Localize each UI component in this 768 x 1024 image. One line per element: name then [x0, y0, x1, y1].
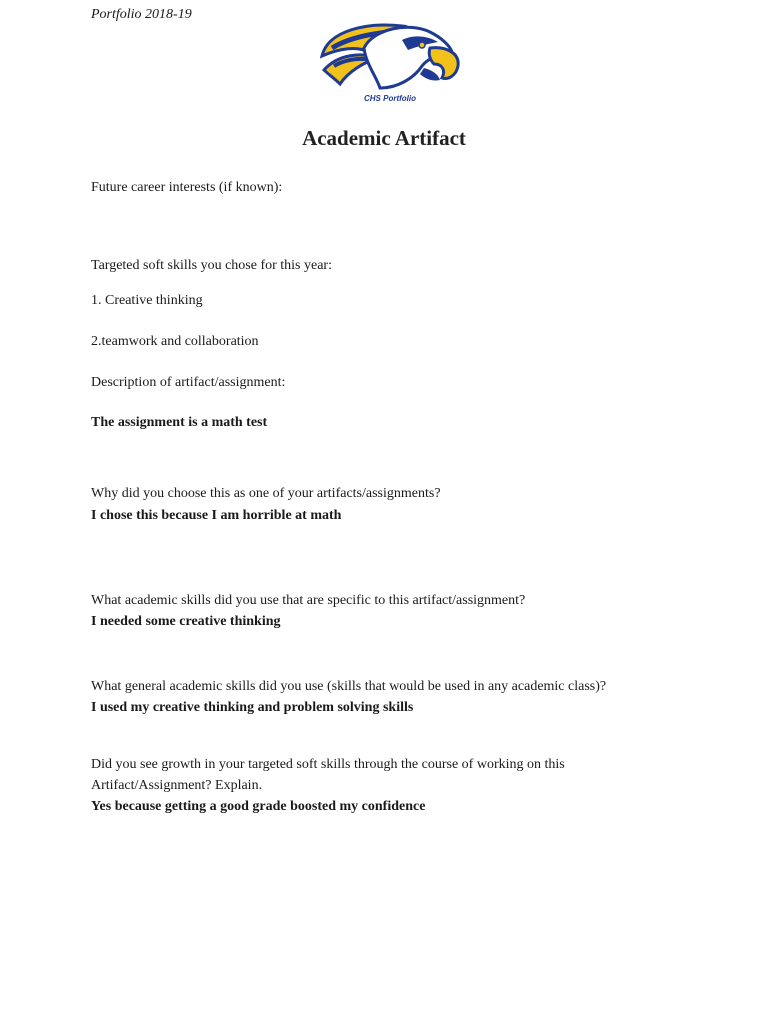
- eagle-logo: [318, 18, 462, 110]
- why-answer: I chose this because I am horrible at math: [91, 508, 342, 523]
- description-prompt: Description of artifact/assignment:: [91, 375, 286, 390]
- growth-prompt-line2: Artifact/Assignment? Explain.: [91, 778, 263, 793]
- general-skills-answer: I used my creative thinking and problem solving skills: [91, 700, 414, 715]
- career-interests-prompt: Future career interests (if known):: [91, 180, 283, 195]
- why-prompt: Why did you choose this as one of your artifacts/assignments?: [91, 486, 441, 501]
- general-skills-prompt: What general academic skills did you use (skills that would be used in any academic class)?: [91, 679, 607, 694]
- logo-caption: CHS Portfolio: [364, 94, 416, 103]
- portfolio-year-label: Portfolio 2018-19: [91, 7, 192, 22]
- specific-skills-answer: I needed some creative thinking: [91, 614, 281, 629]
- specific-skills-prompt: What academic skills did you use that are specific to this artifact/assignment?: [91, 593, 526, 608]
- soft-skills-prompt: Targeted soft skills you chose for this year:: [91, 258, 332, 273]
- description-answer: The assignment is a math test: [91, 415, 268, 430]
- soft-skill-2: 2.teamwork and collaboration: [91, 334, 259, 349]
- page-title: Academic Artifact: [302, 126, 466, 150]
- growth-prompt-line1: Did you see growth in your targeted soft skills through the course of working on this: [91, 757, 565, 772]
- eagle-head-icon: [318, 18, 462, 94]
- soft-skill-1: 1. Creative thinking: [91, 293, 203, 308]
- growth-answer: Yes because getting a good grade boosted my confidence: [91, 799, 426, 814]
